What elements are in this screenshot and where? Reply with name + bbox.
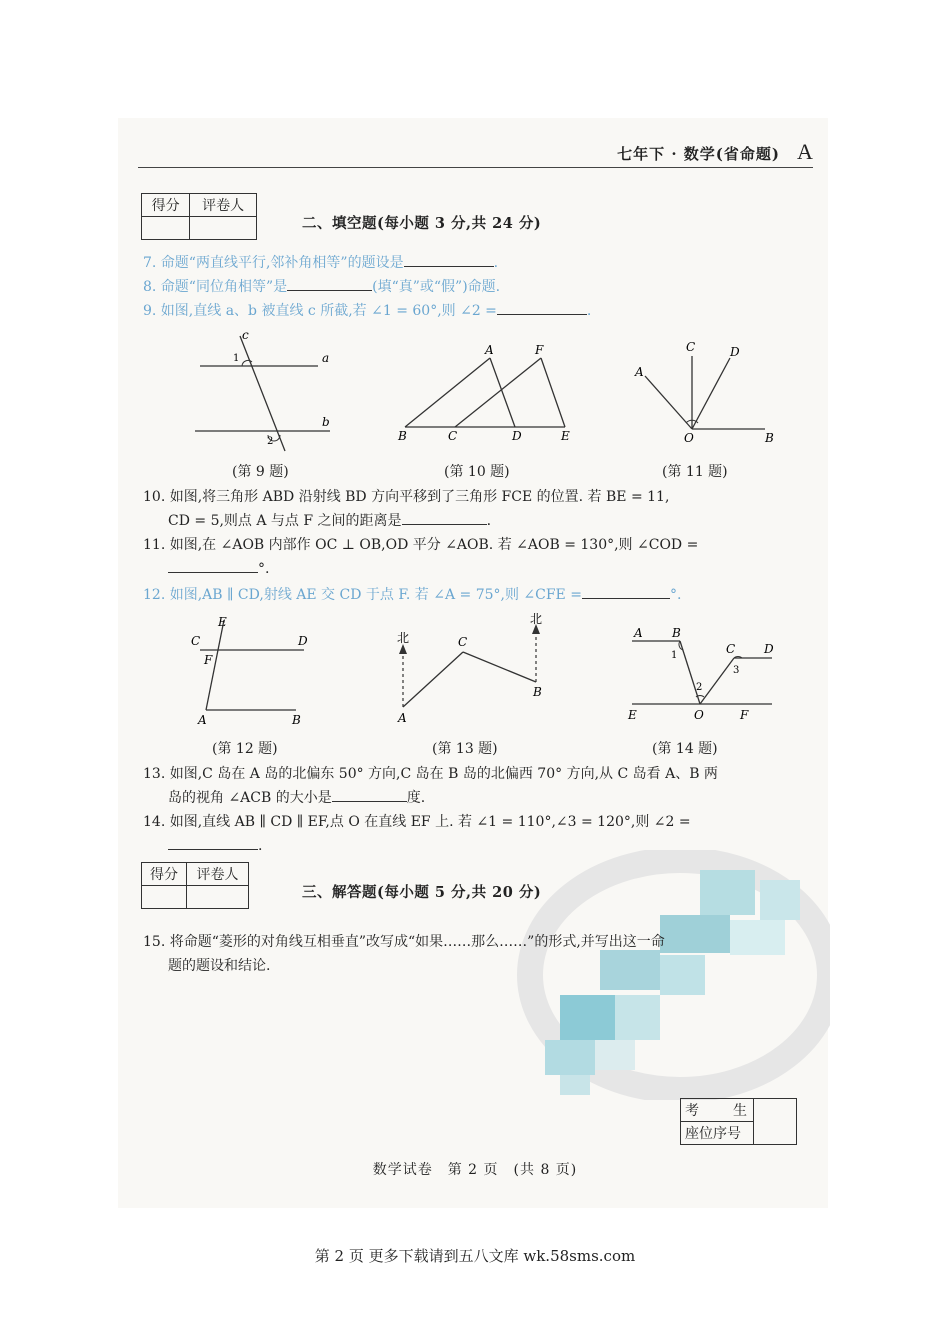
reviewer-label: 评卷人 (190, 194, 257, 217)
question-13-line2: 岛的视角 ∠ACB 的大小是 度. (168, 787, 425, 809)
answer-blank-8[interactable] (287, 276, 372, 291)
question-14-line1: 14. 如图,直线 AB ∥ CD ∥ EF,点 O 在直线 EF 上. 若 ∠1 = 110°,∠3 = 120°,则 ∠2 = (143, 814, 691, 830)
fig14-label-2: 2 (696, 682, 703, 693)
header-divider (138, 167, 813, 168)
caption-fig9: (第 9 题) (232, 464, 289, 480)
section3-title: 三、解答题(每小题 5 分,共 20 分) (302, 884, 542, 901)
fig14-label-F: F (740, 708, 749, 722)
seat-number-cell[interactable] (754, 1099, 797, 1145)
score-label: 得分 (142, 194, 190, 217)
fig10-label-C: C (448, 429, 458, 443)
fig14-label-B: B (672, 626, 681, 640)
fig13-label-A: A (398, 711, 407, 725)
fig10-label-F: F (535, 343, 544, 357)
fig12-label-E: E (218, 615, 227, 629)
fig11-label-D: D (730, 345, 740, 359)
fig9-label-b: b (322, 415, 330, 429)
fig13-label-north-B: 北 (530, 612, 543, 626)
caption-fig12: (第 12 题) (212, 741, 278, 757)
question-10-line1: 10. 如图,将三角形 ABD 沿射线 BD 方向平移到了三角形 FCE 的位置. 若 BE = 11, (143, 489, 670, 505)
fig12-label-F: F (204, 653, 213, 667)
figure-11 (630, 338, 790, 448)
caption-fig13: (第 13 题) (432, 741, 498, 757)
fig14-label-O: O (694, 708, 704, 722)
exam-header-title: 七年下 · 数学(省命题) (617, 145, 780, 163)
score-label: 得分 (142, 863, 187, 886)
fig13-label-north-A: 北 (397, 631, 410, 645)
fig11-label-O: O (684, 431, 694, 445)
caption-fig10: (第 10 题) (444, 464, 510, 480)
fig14-label-D: D (764, 642, 774, 656)
answer-blank-13[interactable] (332, 787, 407, 802)
exam-version-letter: A (797, 139, 813, 164)
question-11-line2: °. (168, 558, 269, 580)
answer-blank-9[interactable] (497, 300, 587, 315)
question-15-line2: 题的题设和结论. (168, 958, 271, 974)
fig12-label-D: D (298, 634, 308, 648)
answer-blank-12[interactable] (582, 584, 670, 599)
question-12: 12. 如图,AB ∥ CD,射线 AE 交 CD 于点 F. 若 ∠A = 75°,则 ∠CFE = °. (143, 584, 681, 606)
fig10-label-A: A (485, 343, 494, 357)
fig11-label-B: B (765, 431, 774, 445)
fig10-label-B: B (398, 429, 407, 443)
fig9-label-1: 1 (233, 353, 240, 364)
seat-label-line2: 座位序号 (681, 1122, 754, 1145)
fig11-label-C: C (686, 340, 696, 354)
fig13-label-B: B (533, 685, 542, 699)
question-9: 9. 如图,直线 a、b 被直线 c 所截,若 ∠1 = 60°,则 ∠2 = . (143, 300, 591, 322)
question-14-line2: . (168, 835, 262, 857)
question-11-line1: 11. 如图,在 ∠AOB 内部作 OC ⊥ OB,OD 平分 ∠AOB. 若 ∠AOB = 130°,则 ∠COD = (143, 537, 699, 553)
fig12-label-A: A (198, 713, 207, 727)
fig11-label-A: A (635, 365, 644, 379)
fig10-label-E: E (561, 429, 570, 443)
question-8: 8. 命题“同位角相等”是 (填“真”或“假”)命题. (143, 276, 500, 298)
question-10-line2: CD = 5,则点 A 与点 F 之间的距离是 . (168, 510, 491, 532)
score-box-section3 (141, 862, 249, 909)
download-note: 第 2 页 更多下载请到五八文库 wk.58sms.com (314, 1247, 636, 1265)
reviewer-label: 评卷人 (186, 863, 248, 886)
answer-blank-7[interactable] (404, 252, 494, 267)
caption-fig11: (第 11 题) (662, 464, 728, 480)
fig13-label-C: C (458, 635, 468, 649)
question-15-line1: 15. 将命题“菱形的对角线互相垂直”改写成“如果……那么……”的形式,并写出这一命 (143, 934, 665, 950)
fig14-label-3: 3 (733, 665, 740, 676)
page-footer: 数学试卷 第 2 页 (共 8 页) (372, 1162, 578, 1178)
question-7: 7. 命题“两直线平行,邻补角相等”的题设是 . (143, 252, 498, 274)
fig9-label-2: 2 (267, 436, 274, 447)
fig14-label-E: E (628, 708, 637, 722)
fig14-label-A: A (634, 626, 643, 640)
caption-fig14: (第 14 题) (652, 741, 718, 757)
fig9-label-a: a (322, 351, 330, 365)
figure-13 (388, 612, 558, 727)
answer-blank-10[interactable] (402, 510, 487, 525)
score-cell (142, 886, 187, 909)
reviewer-cell (186, 886, 248, 909)
question-13-line1: 13. 如图,C 岛在 A 岛的北偏东 50° 方向,C 岛在 B 岛的北偏西 70° 方向,从 C 岛看 A、B 两 (143, 766, 718, 782)
figure-10 (395, 340, 585, 445)
fig10-label-D: D (512, 429, 522, 443)
score-box-section2 (141, 193, 257, 240)
fig14-label-1: 1 (671, 650, 678, 661)
fig9-label-c: c (242, 328, 249, 342)
answer-blank-11[interactable] (168, 558, 258, 573)
seat-number-box (680, 1098, 797, 1145)
fig14-label-C: C (726, 642, 736, 656)
fig12-label-C: C (191, 634, 201, 648)
figure-9 (190, 328, 340, 453)
figure-14 (622, 622, 787, 727)
figure-12 (186, 612, 316, 727)
fig12-label-B: B (292, 713, 301, 727)
answer-blank-14[interactable] (168, 835, 258, 850)
score-cell (142, 217, 190, 240)
seat-label-line1: 考 生 (681, 1099, 754, 1122)
reviewer-cell (190, 217, 257, 240)
section2-title: 二、填空题(每小题 3 分,共 24 分) (302, 215, 542, 232)
